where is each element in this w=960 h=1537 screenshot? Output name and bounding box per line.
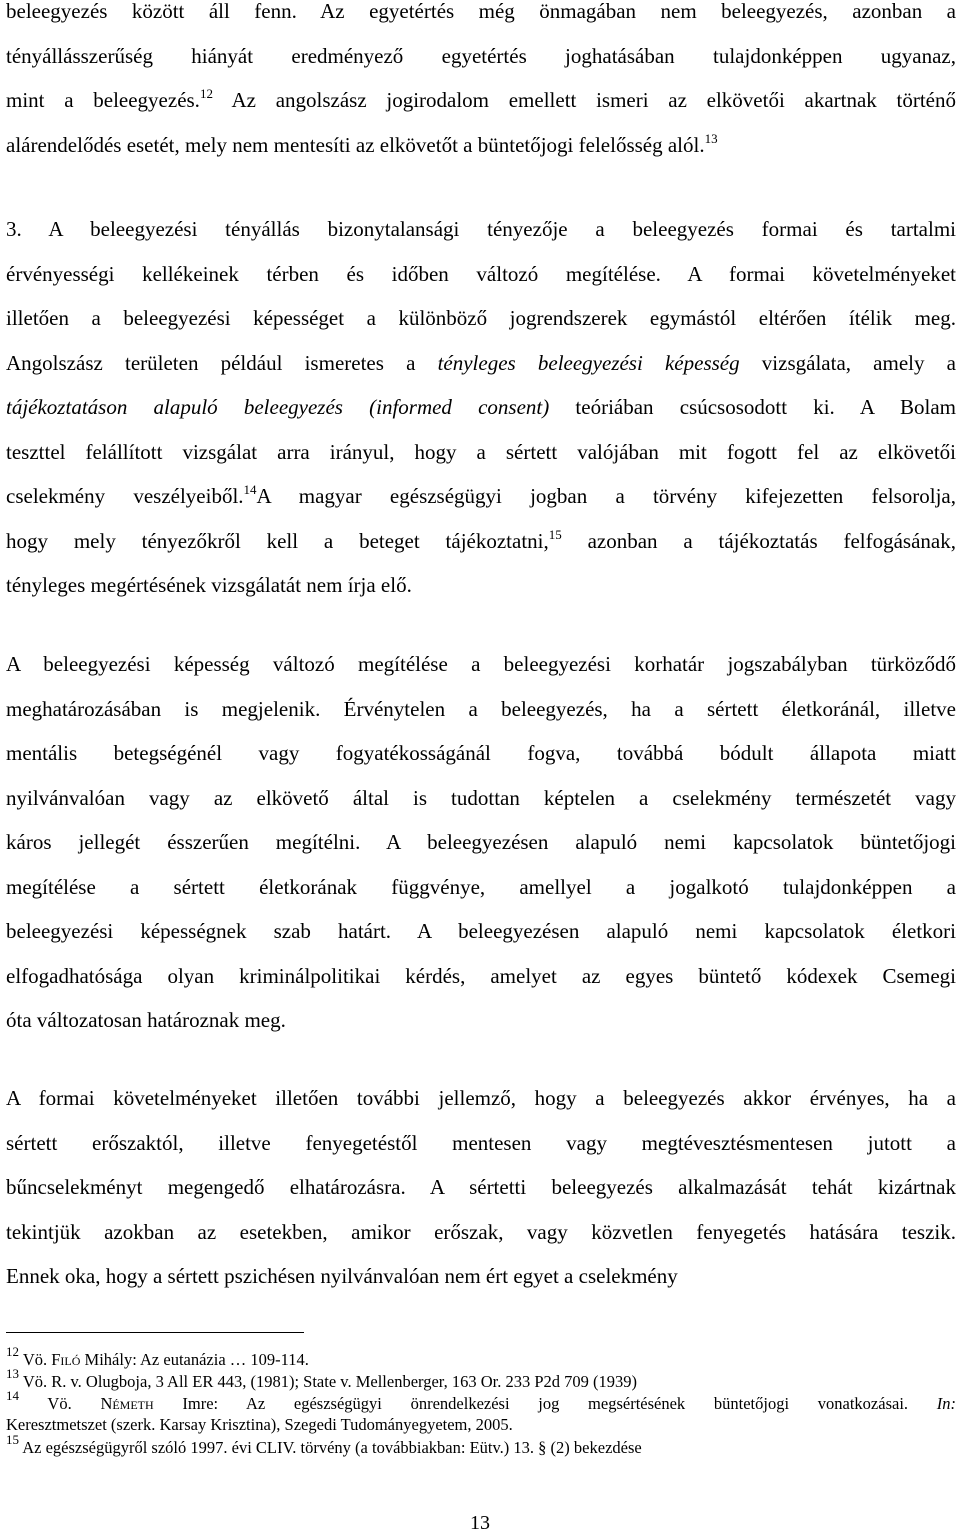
footnote-reference: 15 [548, 526, 562, 542]
footnote-reference: 15 [6, 1432, 19, 1447]
text-line [6, 1388, 957, 1414]
text-line [6, 1344, 956, 1370]
text-run: Ennek oka, hogy a sértett pszichésen nyilvánvalóan nem ért egyet a cselekmény [6, 1264, 678, 1288]
text-run: mentális betegségénél vagy fogyatékosságánál fogva, továbbá bódult állapota miatt [6, 741, 956, 765]
text-line [6, 909, 956, 954]
text-line [6, 1432, 956, 1458]
text-run: Angolszász területen például ismeretes a [6, 350, 438, 375]
text-line [6, 78, 956, 123]
text-run: Vö. [19, 1394, 101, 1413]
text-run: káros jellegét ésszerűen megítélni. A beleegyezésen alapuló nemi kapcsolatok büntetőjogi [6, 830, 956, 854]
text-line [6, 519, 956, 564]
footnote-reference: 12 [199, 86, 213, 101]
text-line [6, 642, 956, 687]
footnote-13 [6, 1366, 956, 1392]
text-line [6, 1121, 956, 1166]
text-line [6, 34, 956, 79]
body-paragraph-2 [6, 207, 956, 608]
text-line [6, 1210, 956, 1255]
text-run: elfogadhatósága olyan kriminálpolitikai kérdés, amelyet az egyes büntető kódexek Csemegi [6, 963, 956, 988]
text-line [6, 687, 956, 732]
text-run: sértett erőszaktól, illetve fenyegetéstől mentesen vagy megtévesztésmentesen jutott a [6, 1130, 956, 1155]
text-run: megítélése a sértett életkorának függvénye, amellyel a jogalkotó tulajdonképpen a [6, 874, 956, 899]
text-run: meghatározásában is megjelenik. Érvénytelen a beleegyezés, ha a sértett életkoránál, illetve [6, 696, 956, 721]
text-line [6, 865, 956, 910]
body-paragraph-3 [6, 642, 956, 1043]
body-paragraph-4 [6, 1076, 956, 1299]
footnote-15 [6, 1432, 956, 1458]
text-line [6, 1165, 956, 1210]
text-line [6, 296, 956, 341]
text-run: alárendelődés esetét, mely nem mentesíti az elkövetőt a büntetőjogi felelősség alól. [6, 132, 705, 157]
text-run: beleegyezés között áll fenn. Az egyetértés még önmagában nem beleegyezés, azonban a [6, 0, 956, 23]
text-run: Vö. R. v. Olugboja, 3 All ER 443, (1981); State v. Mellenberger, 163 Or. 233 P2d 709 (1939) [19, 1372, 638, 1391]
text-line [6, 776, 956, 821]
text-line [6, 207, 956, 252]
text-run: óta változatosan határoznak meg. [6, 1008, 286, 1032]
text-run: tényállásszerűség hiányát eredményező egyetértés joghatásában tulajdonképpen ugyanaz, [6, 43, 956, 68]
text-line [6, 1076, 956, 1121]
text-line [6, 954, 956, 999]
text-run: tekintjük azokban az esetekben, amikor erőszak, vagy közvetlen fenyegetés hatására teszik. [6, 1219, 956, 1244]
text-run: tényleges megértésének vizsgálatát nem írja elő. [6, 573, 412, 597]
text-run: Vö. [19, 1350, 52, 1369]
text-run: illetően a beleegyezési képességet a különböző jogrendszerek egymástól eltérően ítélik meg. [6, 306, 956, 330]
text-line [6, 563, 956, 608]
text-run: teszttel felállított vizsgálat arra irányul, hogy a sértett valójában mit fogott fel az elkövetői [6, 439, 956, 464]
page-number: 13 [470, 1512, 490, 1534]
footnote-reference: 12 [6, 1344, 19, 1359]
footnote-reference: 13 [6, 1366, 19, 1381]
text-run: 3. A beleegyezési tényállás bizonytalansági tényezője a beleegyezés formai és tartalmi [6, 217, 956, 241]
text-line [6, 731, 956, 776]
footnote-reference: 14 [243, 482, 257, 497]
text-line [6, 430, 956, 475]
text-line [6, 820, 956, 865]
text-run: azonban a tájékoztatás felfogásának, [561, 528, 956, 553]
author-name: Filó [51, 1350, 81, 1369]
text-run: cselekmény veszélyeiből. [6, 484, 244, 508]
italic-term: tényleges beleegyezési képesség [437, 350, 740, 375]
footnote-12 [6, 1344, 956, 1370]
author-name: Németh [100, 1394, 154, 1413]
text-run: nyilvánvalóan vagy az elkövető által is tudottan képtelen a cselekmény természetét vagy [6, 785, 956, 810]
footnote-reference: 14 [6, 1388, 19, 1403]
text-line [6, 0, 956, 34]
text-run: Keresztmetszet (szerk. Karsay Krisztina), Szegedi Tudományegyetem, 2005. [6, 1415, 513, 1434]
text-line [6, 1254, 956, 1299]
text-line [6, 385, 956, 430]
text-line [6, 1414, 956, 1435]
text-run: A formai követelményeket illetően további jellemző, hogy a beleegyezés akkor érvényes, ha a [6, 1086, 956, 1110]
footnote-14 [6, 1388, 957, 1435]
text-run: Mihály: Az eutanázia … 109-114. [80, 1350, 309, 1369]
italic-term: tájékoztatáson alapuló beleegyezés (informed consent) [6, 395, 550, 419]
text-run: A beleegyezési képesség változó megítélése a beleegyezési korhatár jogszabályban türköződő [6, 652, 956, 676]
text-run: Imre: Az egészségügyi önrendelkezési jog megsértésének büntetőjogi vonatkozásai. [153, 1394, 937, 1413]
italic-term: In: [936, 1394, 957, 1413]
text-run: Az angolszász jogirodalom emellett ismeri az elkövetői akartnak történő [212, 88, 956, 112]
body-paragraph-1 [6, 0, 956, 167]
text-run: bűncselekményt megengedő elhatározásra. A sértetti beleegyezés alkalmazását tehát kizártnak [6, 1175, 956, 1199]
text-line [6, 474, 956, 519]
footnote-separator [6, 1332, 304, 1333]
text-line [6, 998, 956, 1043]
text-run: vizsgálata, amely a [739, 350, 956, 375]
footnote-reference: 13 [704, 130, 718, 146]
text-run: hogy mely tényezőkről kell a beteget tájékoztatni, [6, 528, 549, 553]
text-run: teóriában csúcsosodott ki. A Bolam [549, 395, 956, 419]
text-line [6, 252, 956, 297]
text-line [6, 1366, 956, 1392]
text-run: beleegyezési képességnek szab határt. A beleegyezésen alapuló nemi kapcsolatok életkori [6, 919, 956, 943]
text-run: érvényességi kellékeinek térben és időben változó megítélése. A formai követelményeket [6, 261, 956, 286]
text-run: A magyar egészségügyi jogban a törvény kifejezetten felsorolja, [256, 484, 956, 508]
text-run: mint a beleegyezés. [6, 88, 200, 112]
text-run: Az egészségügyről szóló 1997. évi CLIV. törvény (a továbbiakban: Eütv.) 13. § (2) bekezdése [19, 1438, 642, 1457]
text-line [6, 123, 956, 168]
text-line [6, 341, 956, 386]
